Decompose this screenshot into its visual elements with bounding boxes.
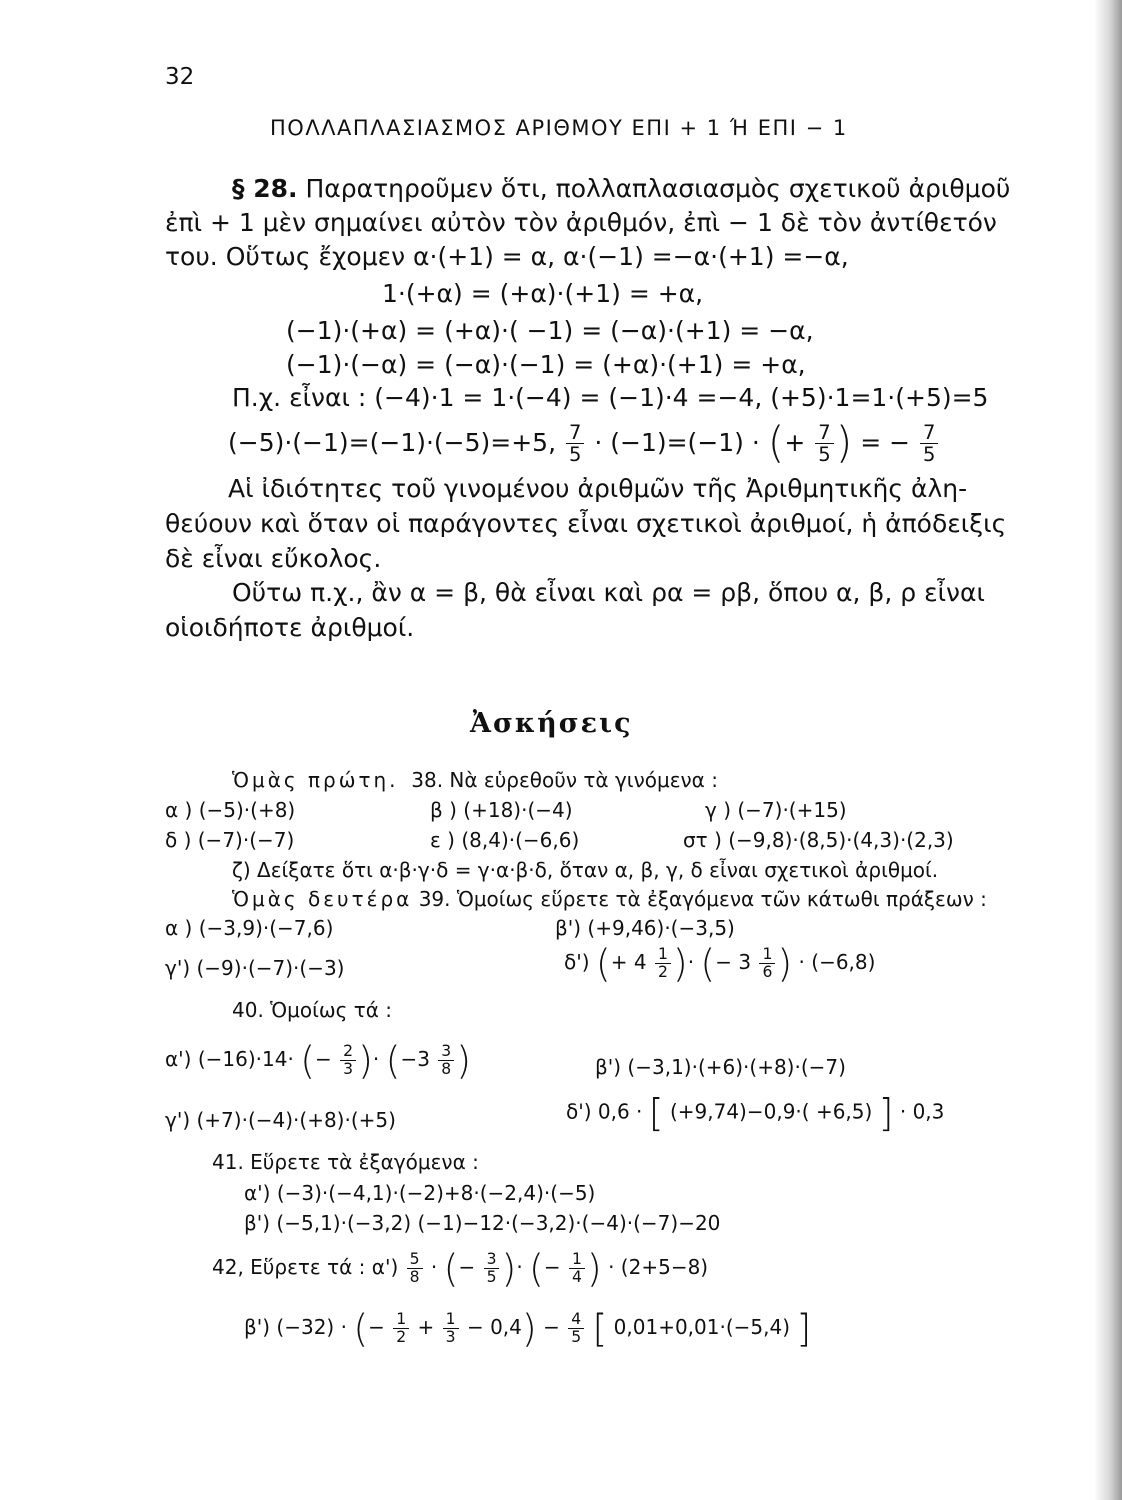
exercises-heading: Ἀσκήσεις [470,708,633,739]
open-paren: ( [385,1038,401,1083]
paragraph-line-5: οἱοιδήποτε ἀριθμοί. [165,613,415,642]
mixed-whole: − 3 [715,950,752,975]
frac-num: 3 [438,1043,454,1061]
running-header: ΠΟΛΛΑΠΛΑΣΙΑΣΜΟΣ ΑΡΙΘΜΟΥ ΕΠΙ + 1 Ή ΕΠΙ − 1 [270,116,848,140]
ex42-tail: · (2+5−8) [608,1255,709,1280]
ex38-st: στ ) (−9,8)·(8,5)·(4,3)·(2,3) [683,828,954,852]
group2-label: Ὁμὰς δευτέρα [232,887,413,911]
paragraph-line-1: Αἱ ἰδιότητες τοῦ γινομένου ἀριθμῶν τῆς Ἀριθμητικῆς ἀλη- [228,474,968,503]
ex38-header [232,770,718,790]
ex40-d [566,1091,945,1135]
close-paren: ) [501,1246,517,1291]
mixed-whole: −3 [400,1047,430,1072]
close-paren: ) [456,1038,472,1083]
frac-num: 2 [340,1043,356,1061]
fraction-4-5 [568,1311,584,1346]
ex40-a-label: α') (−16)·14· [165,1047,294,1072]
ex42-b-label: β') (−32) · [244,1315,347,1340]
ex42-label: 42, Εὕρετε τά : α') [212,1255,399,1280]
dot: · [430,1255,438,1280]
frac-num: 7 [920,422,938,444]
ex38-intro: 38. Νὰ εὑρεθοῦν τὰ γινόμενα : [411,768,718,792]
frac-den: 3 [343,1060,354,1079]
ex39-header [232,889,987,909]
section-line-1 [232,176,1010,201]
open-paren: ( [443,1246,459,1291]
fraction-1-2 [655,946,671,981]
plus-sign: + [784,427,806,457]
section-line-3: του. Οὕτως ἔχομεν α·(+1) = α, α·(−1) =−α·(+1) =−α, [165,242,849,271]
fraction-2-3 [340,1043,356,1078]
ex39-a: α ) (−3,9)·(−7,6) [165,916,334,940]
minus: − [458,1255,476,1280]
open-bracket: [ [592,1306,608,1351]
open-bracket: [ [648,1091,664,1135]
ex40-intro: 40. Ὁμοίως τά : [232,998,393,1022]
close-paren: ) [777,941,793,986]
section-label: § 28. [232,174,298,203]
ex42-b-inner: 0,01+0,01·(−5,4) [613,1315,791,1340]
ex42-b [244,1306,812,1351]
eq5-part-a: (−5)·(−1)=(−1)·(−5)=+5, [228,427,557,457]
ex38-d: δ ) (−7)·(−7) [165,828,295,852]
eq5-part-b: · (−1)=(−1) · [594,427,760,457]
equation-3: (−1)·(−α) = (−α)·(−1) = (+α)·(+1) = +α, [286,350,806,379]
minus-decimal: − 0,4 [466,1315,522,1340]
ex41-intro: 41. Εὕρετε τὰ ἐξαγόμενα : [212,1150,479,1174]
ex38-z: ζ) Δείξατε ὅτι α·β·γ·δ = γ·α·β·δ, ὅταν α, β, γ, δ εἶναι σχετικοὶ ἀριθμοί. [232,858,939,882]
open-paren: ( [529,1246,544,1291]
minus: − [368,1315,385,1340]
frac-num: 1 [759,946,775,964]
equation-5 [228,418,940,468]
eq5-part-c: = − [860,427,911,457]
dot: · [687,950,695,975]
frac-den: 5 [571,1328,582,1347]
ex41-a: α') (−3)·(−4,1)·(−2)+8·(−2,4)·(−5) [244,1181,596,1205]
frac-num: 3 [484,1251,500,1269]
frac-num: 1 [393,1311,409,1329]
minus: − [543,1255,561,1280]
ex39-d [564,941,876,986]
frac-num: 1 [443,1311,459,1329]
frac-num: 1 [655,946,671,964]
equation-2: (−1)·(+α) = (+α)·( −1) = (−α)·(+1) = −α, [286,316,814,345]
frac-den: 3 [445,1328,456,1347]
ex40-d-inner: (+9,74)−0,9·( +6,5) [669,1099,873,1124]
mixed-whole: + 4 [610,950,647,975]
ex38-e: ε ) (8,4)·(−6,6) [430,828,580,852]
paragraph-line-4: Οὕτω π.χ., ἂν α = β, θὰ εἶναι καὶ ρα = ρβ, ὅπου α, β, ρ εἶναι [232,578,985,607]
close-bracket: ] [796,1306,812,1351]
minus: − [315,1047,332,1072]
close-paren: ) [672,941,688,986]
close-paren: ) [835,418,853,468]
fraction-3-8 [438,1043,454,1078]
minus: − [543,1315,560,1340]
fraction-7-5 [566,422,584,466]
ex38-a: α ) (−5)·(+8) [165,798,296,822]
frac-den: 8 [409,1268,420,1287]
fraction-1-2 [393,1311,409,1346]
ex38-g: γ ) (−7)·(+15) [705,798,847,822]
frac-den: 5 [818,443,831,467]
open-paren: ( [353,1306,369,1351]
ex38-b: β ) (+18)·(−4) [430,798,573,822]
open-paren: ( [595,941,611,986]
frac-den: 4 [571,1268,582,1287]
frac-den: 2 [657,963,668,982]
equation-1: 1·(+α) = (+α)·(+1) = +α, [382,279,704,308]
fraction-7-5c [920,422,938,466]
frac-den: 5 [486,1268,497,1287]
ex39-intro: 39. Ὁμοίως εὕρετε τὰ ἐξαγόμενα τῶν κάτωθι πράξεων : [418,887,987,911]
ex39-d-tail: · (−6,8) [798,950,876,975]
ex39-d-label: δ') [564,950,590,975]
frac-den: 5 [923,443,936,467]
ex42-a [212,1246,709,1291]
ex40-g: γ') (+7)·(−4)·(+8)·(+5) [165,1108,396,1132]
equation-4: Π.χ. εἶναι : (−4)·1 = 1·(−4) = (−1)·4 =−4, (+5)·1=1·(+5)=5 [232,383,989,412]
ex39-b: β') (+9,46)·(−3,5) [555,916,735,940]
fraction-1-6 [759,946,775,981]
ex40-d-label: δ') 0,6 · [566,1099,643,1124]
frac-num: 1 [569,1251,585,1269]
fraction-1-4 [569,1251,585,1286]
section-text: Παρατηροῦμεν ὅτι, πολλαπλασιασμὸς σχετικοῦ ἀριθμοῦ [305,174,1011,203]
frac-den: 8 [441,1060,452,1079]
fraction-5-8 [407,1251,423,1286]
close-paren: ) [358,1038,373,1083]
frac-den: 6 [762,963,773,982]
frac-den: 5 [568,443,582,467]
frac-num: 7 [815,422,833,444]
open-paren: ( [300,1038,316,1083]
section-line-2: ἐπὶ + 1 μὲν σημαίνει αὐτὸν τὸν ἀριθμόν, ἐπὶ − 1 δὲ τὸν ἀντίθετόν [165,208,997,237]
ex39-g: γ') (−9)·(−7)·(−3) [165,956,345,980]
open-paren: ( [700,941,716,986]
fraction-3-5 [484,1251,500,1286]
dot: · [372,1047,380,1072]
page-number: 32 [165,64,195,90]
page-edge-shadow [1094,0,1122,1500]
paragraph-line-3: δὲ εἶναι εὔκολος. [165,544,382,573]
ex40-d-tail: · 0,3 [899,1099,945,1124]
frac-num: 4 [568,1311,584,1329]
frac-den: 2 [396,1328,407,1347]
ex41-b: β') (−5,1)·(−3,2) (−1)−12·(−3,2)·(−4)·(−7)−20 [244,1211,721,1235]
ex40-a [165,1038,472,1083]
frac-num: 5 [407,1251,423,1269]
group1-label: Ὁμὰς πρώτη. [232,768,399,792]
paragraph-line-2: θεύουν καὶ ὅταν οἱ παράγοντες εἶναι σχετικοὶ ἀριθμοί, ἡ ἀπόδειξις [165,509,1007,538]
frac-num: 7 [566,422,584,444]
close-paren: ) [586,1246,602,1291]
close-paren: ) [521,1306,537,1351]
fraction-7-5b [815,422,833,466]
fraction-1-3 [443,1311,459,1346]
open-paren: ( [767,418,785,468]
dot: · [516,1255,523,1280]
ex40-b: β') (−3,1)·(+6)·(+8)·(−7) [595,1055,846,1079]
close-bracket: ] [878,1091,894,1135]
plus: + [417,1315,435,1340]
